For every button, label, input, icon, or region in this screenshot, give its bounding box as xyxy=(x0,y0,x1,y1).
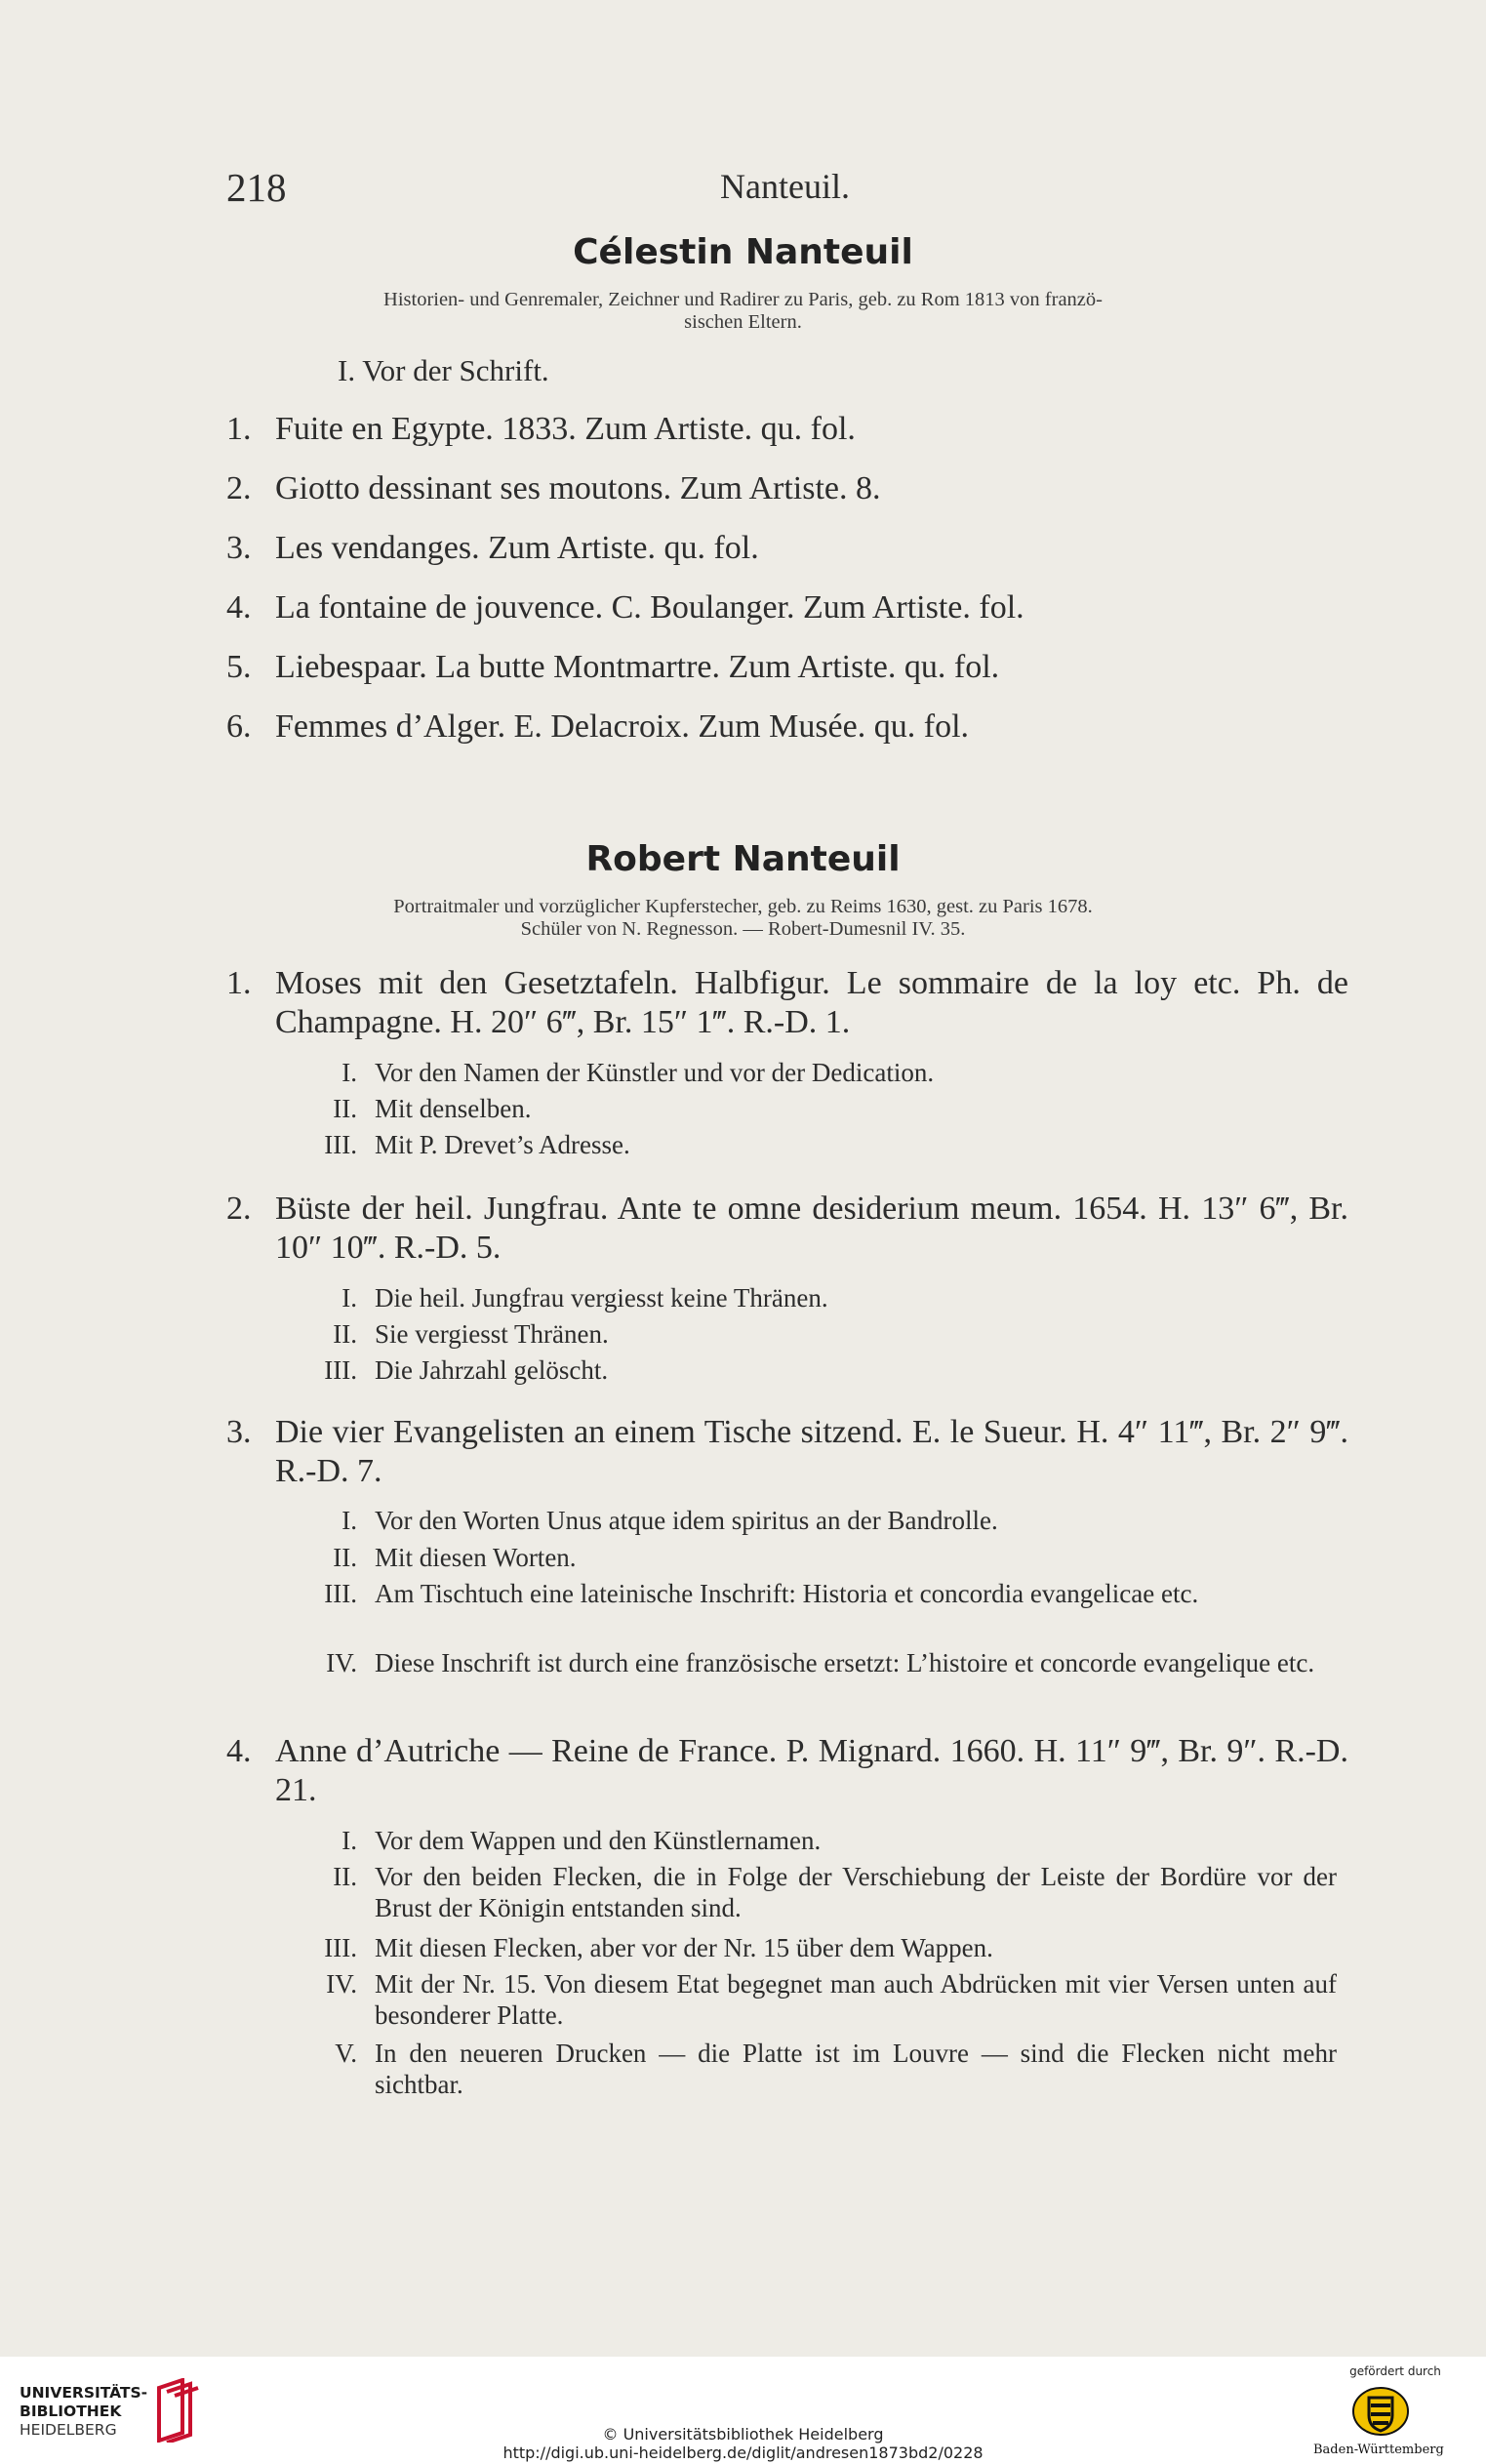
coat-of-arms-icon xyxy=(1351,2386,1410,2437)
running-head: Nanteuil. xyxy=(720,167,850,206)
section-title-robert: Robert Nanteuil xyxy=(585,839,901,879)
robert-entry-3-state-2 xyxy=(310,1541,1337,1574)
celestin-entry-1 xyxy=(226,410,1348,449)
celestin-entry-6 xyxy=(226,707,1348,747)
section-title-celestin: Célestin Nanteuil xyxy=(573,232,913,272)
state-text: Mit diesen Flecken, aber vor der Nr. 15 über dem Wappen. xyxy=(375,1933,993,1962)
state-roman: II. xyxy=(333,1862,357,1891)
celestin-entry-2 xyxy=(226,469,1348,508)
library-name-line-1: UNIVERSITÄTS- xyxy=(20,2384,148,2402)
robert-entry-4-state-4 xyxy=(310,1968,1337,2031)
robert-entry-3-state-3 xyxy=(310,1578,1337,1609)
entry-number: 4. xyxy=(226,1733,252,1769)
funder-name: Baden-Württemberg xyxy=(1313,2443,1444,2457)
state-roman: I. xyxy=(341,1506,357,1535)
entry-text: Liebespaar. La butte Montmartre. Zum Artiste. qu. fol. xyxy=(275,649,1000,685)
entry-number: 2. xyxy=(226,1191,252,1227)
state-text: In den neueren Drucken — die Platte ist im Louvre — sind die Flecken nicht mehr sichtbar. xyxy=(375,2039,1337,2099)
state-roman: II. xyxy=(333,1319,357,1349)
entry-number: 1. xyxy=(226,965,252,1001)
state-text: Die heil. Jungfrau vergiesst keine Thränen. xyxy=(375,1283,828,1313)
entry-text: Les vendanges. Zum Artiste. qu. fol. xyxy=(275,530,759,566)
state-text: Diese Inschrift ist durch eine französische ersetzt: L’histoire et concorde evangelique etc. xyxy=(375,1648,1315,1677)
entry-number: 1. xyxy=(226,411,252,447)
library-name-line-2: BIBLIOTHEK xyxy=(20,2403,122,2420)
entry-text: Die vier Evangelisten an einem Tische sitzend. E. le Sueur. H. 4″ 11‴, Br. 2″ 9‴. R.-D. 7. xyxy=(275,1414,1348,1489)
state-text: Mit P. Drevet’s Adresse. xyxy=(375,1130,630,1159)
celestin-entry-4 xyxy=(226,588,1348,627)
state-roman: II. xyxy=(333,1094,357,1123)
entry-text: Femmes d’Alger. E. Delacroix. Zum Musée. qu. fol. xyxy=(275,708,970,745)
robert-bio-line-2: Schüler von N. Regnesson. — Robert-Dumesnil IV. 35. xyxy=(520,918,966,940)
funded-by-label: gefördert durch xyxy=(1349,2364,1441,2378)
library-name-line-3: HEIDELBERG xyxy=(20,2421,117,2439)
robert-entry-1-state-3 xyxy=(310,1128,1337,1161)
state-roman: V. xyxy=(335,2039,357,2068)
state-roman: I. xyxy=(341,1058,357,1087)
robert-entry-2 xyxy=(226,1190,1348,1268)
copyright-notice: © Universitätsbibliothek Heidelberg xyxy=(602,2425,884,2444)
state-roman: III. xyxy=(324,1130,357,1159)
state-roman: I. xyxy=(341,1283,357,1313)
state-text: Mit der Nr. 15. Von diesem Etat begegnet man auch Abdrücken mit vier Versen unten auf besonderer Platte. xyxy=(375,1969,1337,2030)
entry-text: Moses mit den Gesetztafeln. Halbfigur. Le sommaire de la loy etc. Ph. de Champagne. H. 20″ 6‴, Br. 15″ 1‴. R.-D. 1. xyxy=(275,965,1348,1040)
entry-number: 5. xyxy=(226,649,252,685)
robert-entry-3-state-1 xyxy=(310,1504,1337,1537)
state-roman: III. xyxy=(324,1933,357,1962)
robert-entry-4 xyxy=(226,1732,1348,1810)
state-roman: IV. xyxy=(326,1648,357,1677)
robert-entry-1-state-1 xyxy=(310,1056,1337,1089)
robert-entry-4-state-3 xyxy=(310,1931,1337,1964)
state-text: Mit denselben. xyxy=(375,1094,532,1123)
robert-entry-2-state-2 xyxy=(310,1317,1337,1351)
state-text: Die Jahrzahl gelöscht. xyxy=(375,1355,609,1385)
entry-number: 6. xyxy=(226,708,252,745)
entry-text: La fontaine de jouvence. C. Boulanger. Zum Artiste. fol. xyxy=(275,589,1024,626)
robert-bio-line-1: Portraitmaler und vorzüglicher Kupferstecher, geb. zu Reims 1630, gest. zu Paris 1678. xyxy=(393,896,1093,917)
state-roman: IV. xyxy=(326,1969,357,1999)
celestin-bio-line-2: sischen Eltern. xyxy=(684,311,802,333)
robert-entry-4-state-2 xyxy=(310,1861,1337,1923)
state-text: Sie vergiesst Thränen. xyxy=(375,1319,609,1349)
state-text: Vor den Namen der Künstler und vor der Dedication. xyxy=(375,1058,935,1087)
entry-number: 3. xyxy=(226,1414,252,1450)
celestin-entry-3 xyxy=(226,529,1348,568)
state-text: Am Tischtuch eine lateinische Inschrift: Historia et concordia evangelicae etc. xyxy=(375,1579,1199,1608)
state-roman: III. xyxy=(324,1355,357,1385)
robert-entry-3-state-4 xyxy=(310,1647,1337,1678)
state-text: Vor dem Wappen und den Künstlernamen. xyxy=(375,1826,822,1855)
state-text: Vor den beiden Flecken, die in Folge der Verschiebung der Leiste der Bordüre vor der Brust der Königin entstanden sind. xyxy=(375,1862,1337,1922)
celestin-state-note: I. Vor der Schrift. xyxy=(338,353,549,387)
state-roman: III. xyxy=(324,1579,357,1608)
source-url[interactable]: http://digi.ub.uni-heidelberg.de/diglit/andresen1873bd2/0228 xyxy=(502,2444,984,2462)
celestin-bio-line-1: Historien- und Genremaler, Zeichner und Radirer zu Paris, geb. zu Rom 1813 von franzö- xyxy=(383,289,1103,310)
entry-text: Anne d’Autriche — Reine de France. P. Mignard. 1660. H. 11″ 9‴, Br. 9″. R.-D. 21. xyxy=(275,1733,1348,1808)
robert-entry-2-state-1 xyxy=(310,1281,1337,1314)
entry-text: Büste der heil. Jungfrau. Ante te omne desiderium meum. 1654. H. 13″ 6‴, Br. 10″ 10‴. R.-D. 5. xyxy=(275,1191,1348,1266)
celestin-entry-5 xyxy=(226,648,1348,687)
robert-entry-4-state-5 xyxy=(310,2038,1337,2100)
robert-entry-1-state-2 xyxy=(310,1092,1337,1125)
robert-entry-3 xyxy=(226,1413,1348,1491)
page-number: 218 xyxy=(226,165,287,210)
entry-number: 2. xyxy=(226,470,252,506)
robert-entry-2-state-3 xyxy=(310,1353,1337,1387)
state-text: Vor den Worten Unus atque idem spiritus an der Bandrolle. xyxy=(375,1506,998,1535)
state-roman: II. xyxy=(333,1543,357,1572)
entry-number: 4. xyxy=(226,589,252,626)
robert-entry-1 xyxy=(226,964,1348,1042)
footer-bar xyxy=(0,2357,1486,2464)
robert-entry-4-state-1 xyxy=(310,1824,1337,1857)
entry-text: Giotto dessinant ses moutons. Zum Artiste. 8. xyxy=(275,470,881,506)
entry-text: Fuite en Egypte. 1833. Zum Artiste. qu. fol. xyxy=(275,411,856,447)
state-roman: I. xyxy=(341,1826,357,1855)
entry-number: 3. xyxy=(226,530,252,566)
state-text: Mit diesen Worten. xyxy=(375,1543,577,1572)
